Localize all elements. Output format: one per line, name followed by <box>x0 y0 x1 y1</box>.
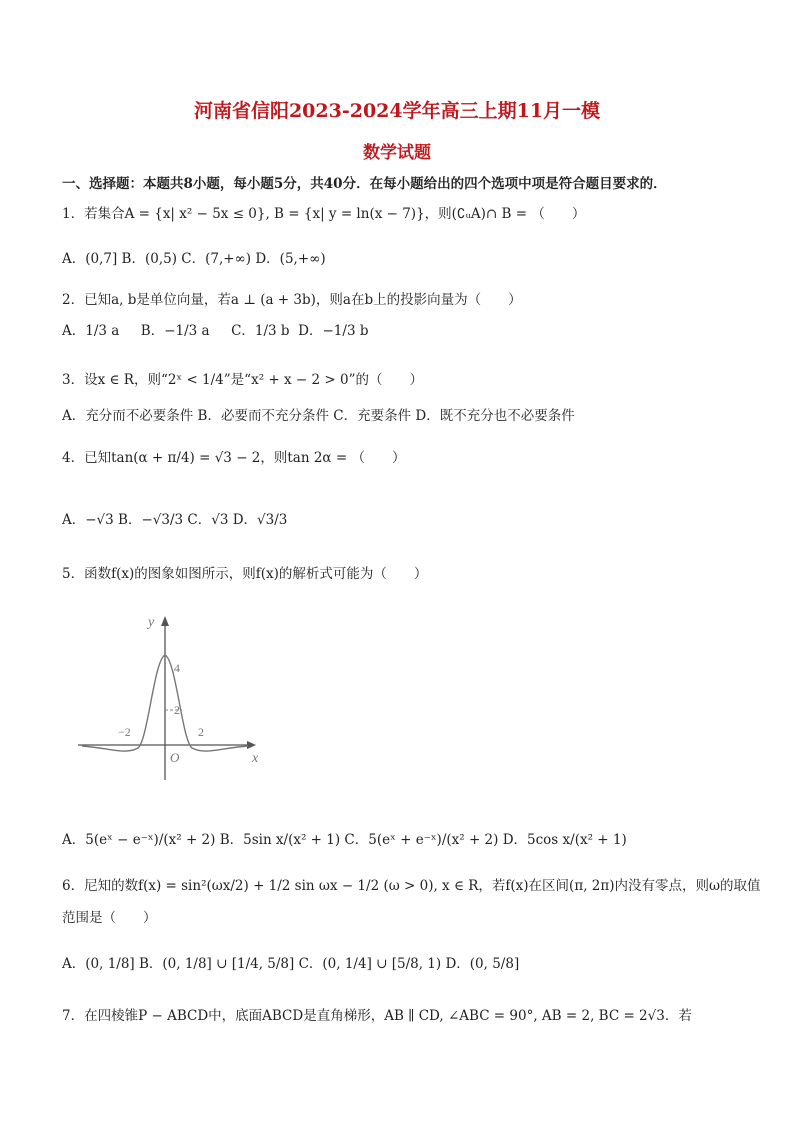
tick-label-x2: 2 <box>198 725 204 739</box>
question-2-option-a-prefix: A． <box>62 323 86 339</box>
question-1-options: A．(0,7] B．(0,5) C．(7,+∞) D．(5,+∞) <box>62 251 326 267</box>
y-axis-label: y <box>148 615 155 630</box>
question-6-stem: 6．尼知的数f(x) = sin²(ωx/2) + 1/2 sin ωx − 1/2 (ω > 0), x ∈ R，若f(x)在区间(π, 2π)内没有零点，则ω的取值 <box>62 878 761 894</box>
page-subtitle: 数学试题 <box>363 143 431 163</box>
tick-label-y2: 2 <box>174 703 180 717</box>
question-5-stem: 5．函数f(x)的图象如图所示，则f(x)的解析式可能为（ ） <box>62 566 428 582</box>
page-title: 河南省信阳2023-2024学年高三上期11月一模 <box>193 100 601 122</box>
x-axis-arrow-icon <box>247 741 256 749</box>
y-axis-arrow-icon <box>161 616 169 626</box>
question-2-stem: 2．已知a, b是单位向量，若a ⊥ (a + 3b)，则a在b上的投影向量为（ ） <box>62 292 522 308</box>
function-graph <box>70 600 270 780</box>
question-2-option-d: D．−1/3 b <box>298 323 369 339</box>
question-3-options: A．充分而不必要条件 B．必要而不充分条件 C．充要条件 D．既不充分也不必要条件 <box>62 408 575 424</box>
question-2-option-b: B．−1/3 a <box>140 323 210 339</box>
question-7-stem: 7．在四棱锥P − ABCD中，底面ABCD是直角梯形，AB ∥ CD, ∠ABC = 90°, AB = 2, BC = 2√3．若 <box>62 1008 692 1024</box>
question-2-options <box>62 323 368 339</box>
question-4-options: A．−√3 B．−√3/3 C．√3 D．√3/3 <box>62 512 288 528</box>
question-4-stem: 4．已知tan(α + π/4) = √3 − 2，则tan 2α = （ ） <box>62 450 406 466</box>
x-axis-label: x <box>252 751 259 766</box>
origin-label: O <box>170 750 180 765</box>
question-6-options: A．(0, 1/8] B．(0, 1/8] ∪ [1/4, 5/8] C．(0, 1/4] ∪ [5/8, 1) D．(0, 5/8] <box>62 956 520 972</box>
tick-label-y4: 4 <box>174 661 180 675</box>
question-5-options: A．5(eˣ − e⁻ˣ)/(x² + 2) B．5sin x/(x² + 1) C．5(eˣ + e⁻ˣ)/(x² + 2) D．5cos x/(x² + 1) <box>62 832 627 848</box>
section-intro: 一、选择题：本题共8小题，每小题5分，共40分．在每小题给出的四个选项中项是符合题目要求的． <box>62 176 667 192</box>
question-6-stem-continued: 范围是（ ） <box>62 910 157 926</box>
question-2-option-c: C．1/3 b <box>231 323 290 339</box>
question-1-stem: 1．若集合A = {x| x² − 5x ≤ 0}, B = {x| y = ln(x − 7)}，则(∁ᵤA)∩ B = （ ） <box>62 206 586 222</box>
question-2-option-a: 1/3 a <box>85 323 120 339</box>
question-3-stem: 3．设x ∈ R，则“2ˣ < 1/4”是“x² + x − 2 > 0”的（ ） <box>62 372 423 388</box>
tick-label-x-neg2: −2 <box>118 725 131 739</box>
